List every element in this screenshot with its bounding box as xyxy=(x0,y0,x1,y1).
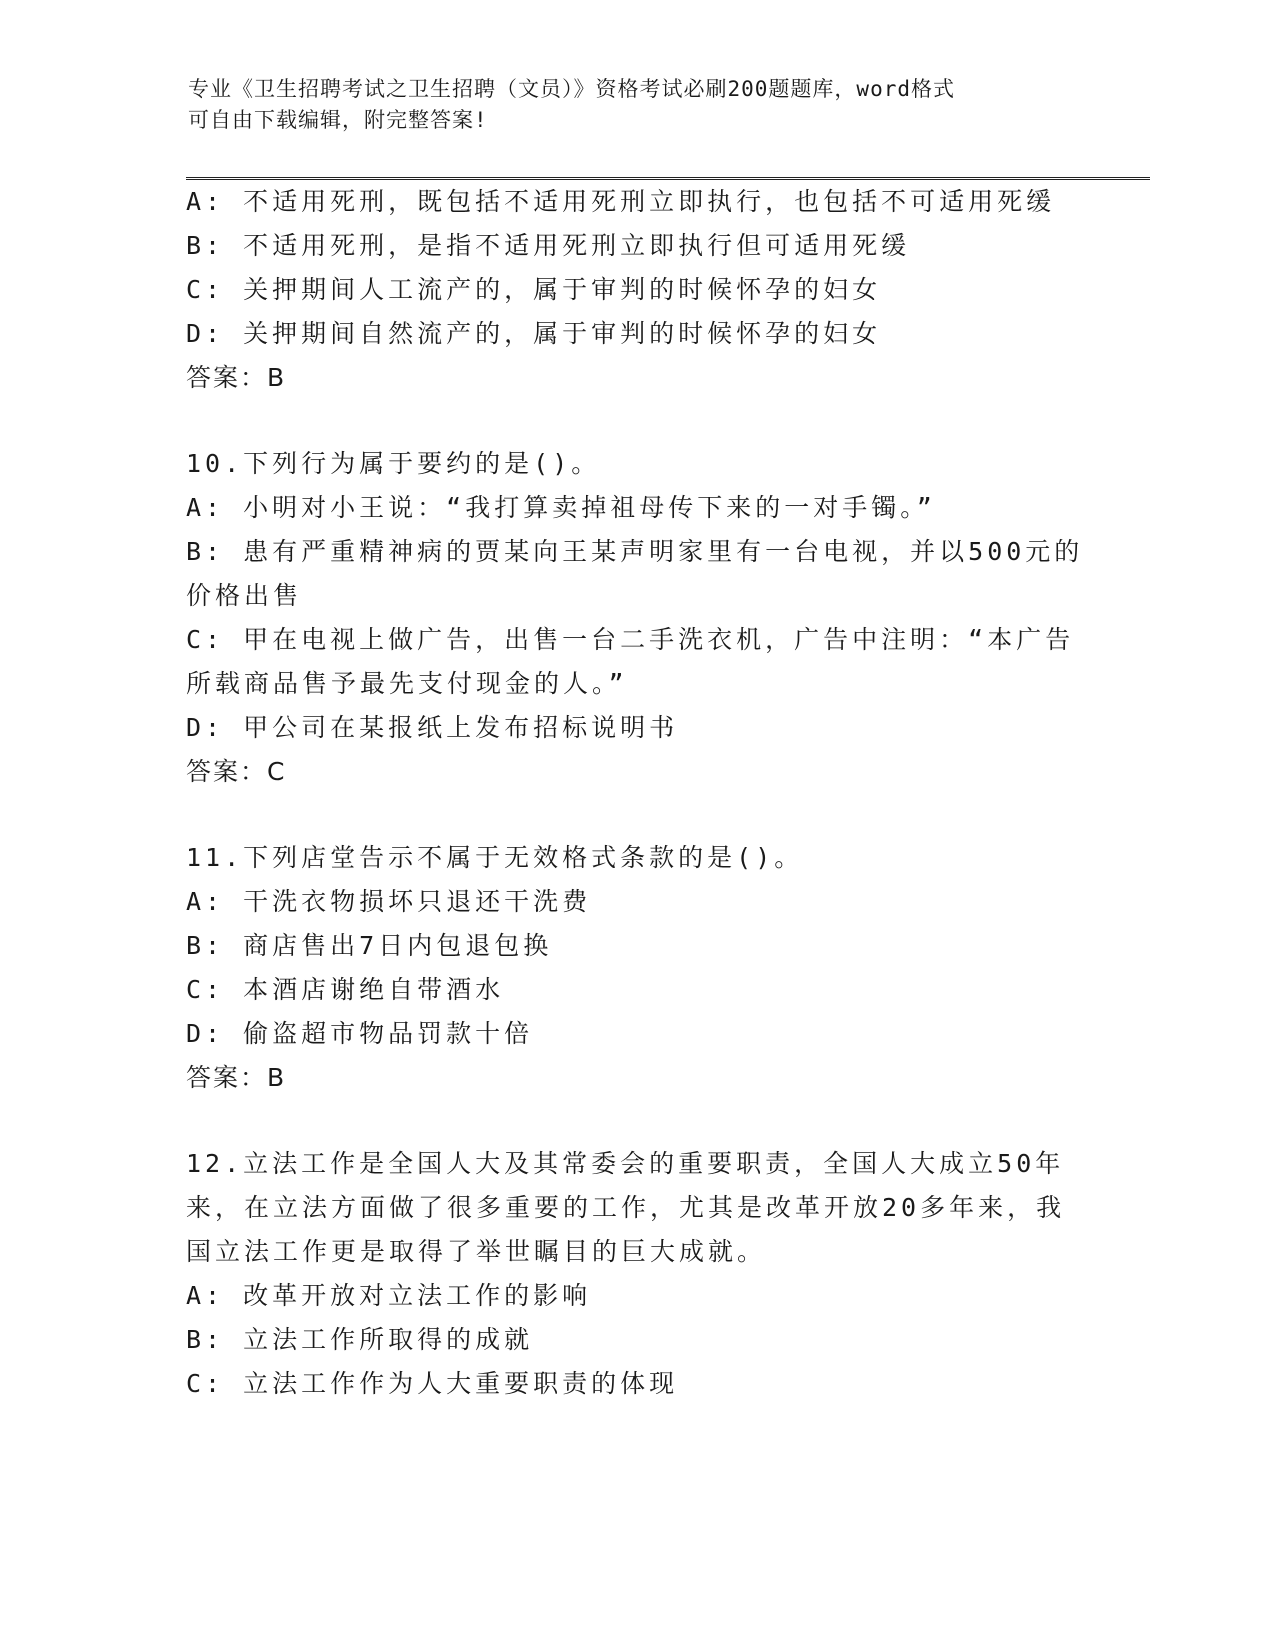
q11-stem: 11.下列店堂告示不属于无效格式条款的是()。 xyxy=(186,843,804,872)
q10-option-d: D: 甲公司在某报纸上发布招标说明书 xyxy=(186,713,679,742)
page-header xyxy=(188,74,1088,136)
q10-option-b-line-1: B: 患有严重精神病的贾某向王某声明家里有一台电视，并以500元的 xyxy=(186,537,1084,566)
q10-stem: 10.下列行为属于要约的是()。 xyxy=(186,449,601,478)
q12-stem-line-1: 12.立法工作是全国人大及其常委会的重要职责，全国人大成立50年 xyxy=(186,1149,1065,1178)
header-divider xyxy=(186,177,1150,180)
header-line-1: 专业《卫生招聘考试之卫生招聘（文员）》资格考试必刷200题题库，word格式 xyxy=(188,77,955,101)
q11-answer: 答案：B xyxy=(186,1063,287,1092)
q12-stem-line-2: 来，在立法方面做了很多重要的工作，尤其是改革开放20多年来，我 xyxy=(186,1193,1066,1222)
q12-option-c: C: 立法工作作为人大重要职责的体现 xyxy=(186,1369,679,1398)
q11-option-d: D: 偷盗超市物品罚款十倍 xyxy=(186,1019,534,1048)
q9-option-d: D: 关押期间自然流产的，属于审判的时候怀孕的妇女 xyxy=(186,319,882,348)
q9-option-b: B: 不适用死刑，是指不适用死刑立即执行但可适用死缓 xyxy=(186,231,911,260)
q10-option-b-line-2: 价格出售 xyxy=(186,581,303,610)
q9-answer: 答案：B xyxy=(186,363,287,392)
q9-option-c: C: 关押期间人工流产的，属于审判的时候怀孕的妇女 xyxy=(186,275,882,304)
q10-answer: 答案：C xyxy=(186,757,287,786)
q10-option-a: A: 小明对小王说：“我打算卖掉祖母传下来的一对手镯。” xyxy=(186,493,936,522)
q11-option-c: C: 本酒店谢绝自带酒水 xyxy=(186,975,505,1004)
q11-option-b: B: 商店售出7日内包退包换 xyxy=(186,931,553,960)
q12-option-b: B: 立法工作所取得的成就 xyxy=(186,1325,534,1354)
q10-option-c-line-2: 所载商品售予最先支付现金的人。” xyxy=(186,669,628,698)
q10-option-c-line-1: C: 甲在电视上做广告，出售一台二手洗衣机，广告中注明：“本广告 xyxy=(186,625,1075,654)
q12-option-a: A: 改革开放对立法工作的影响 xyxy=(186,1281,592,1310)
q12-stem-line-3: 国立法工作更是取得了举世瞩目的巨大成就。 xyxy=(186,1237,767,1266)
header-line-2: 可自由下载编辑，附完整答案! xyxy=(188,108,488,132)
q9-option-a: A: 不适用死刑，既包括不适用死刑立即执行，也包括不可适用死缓 xyxy=(186,187,1056,216)
q11-option-a: A: 干洗衣物损坏只退还干洗费 xyxy=(186,887,592,916)
